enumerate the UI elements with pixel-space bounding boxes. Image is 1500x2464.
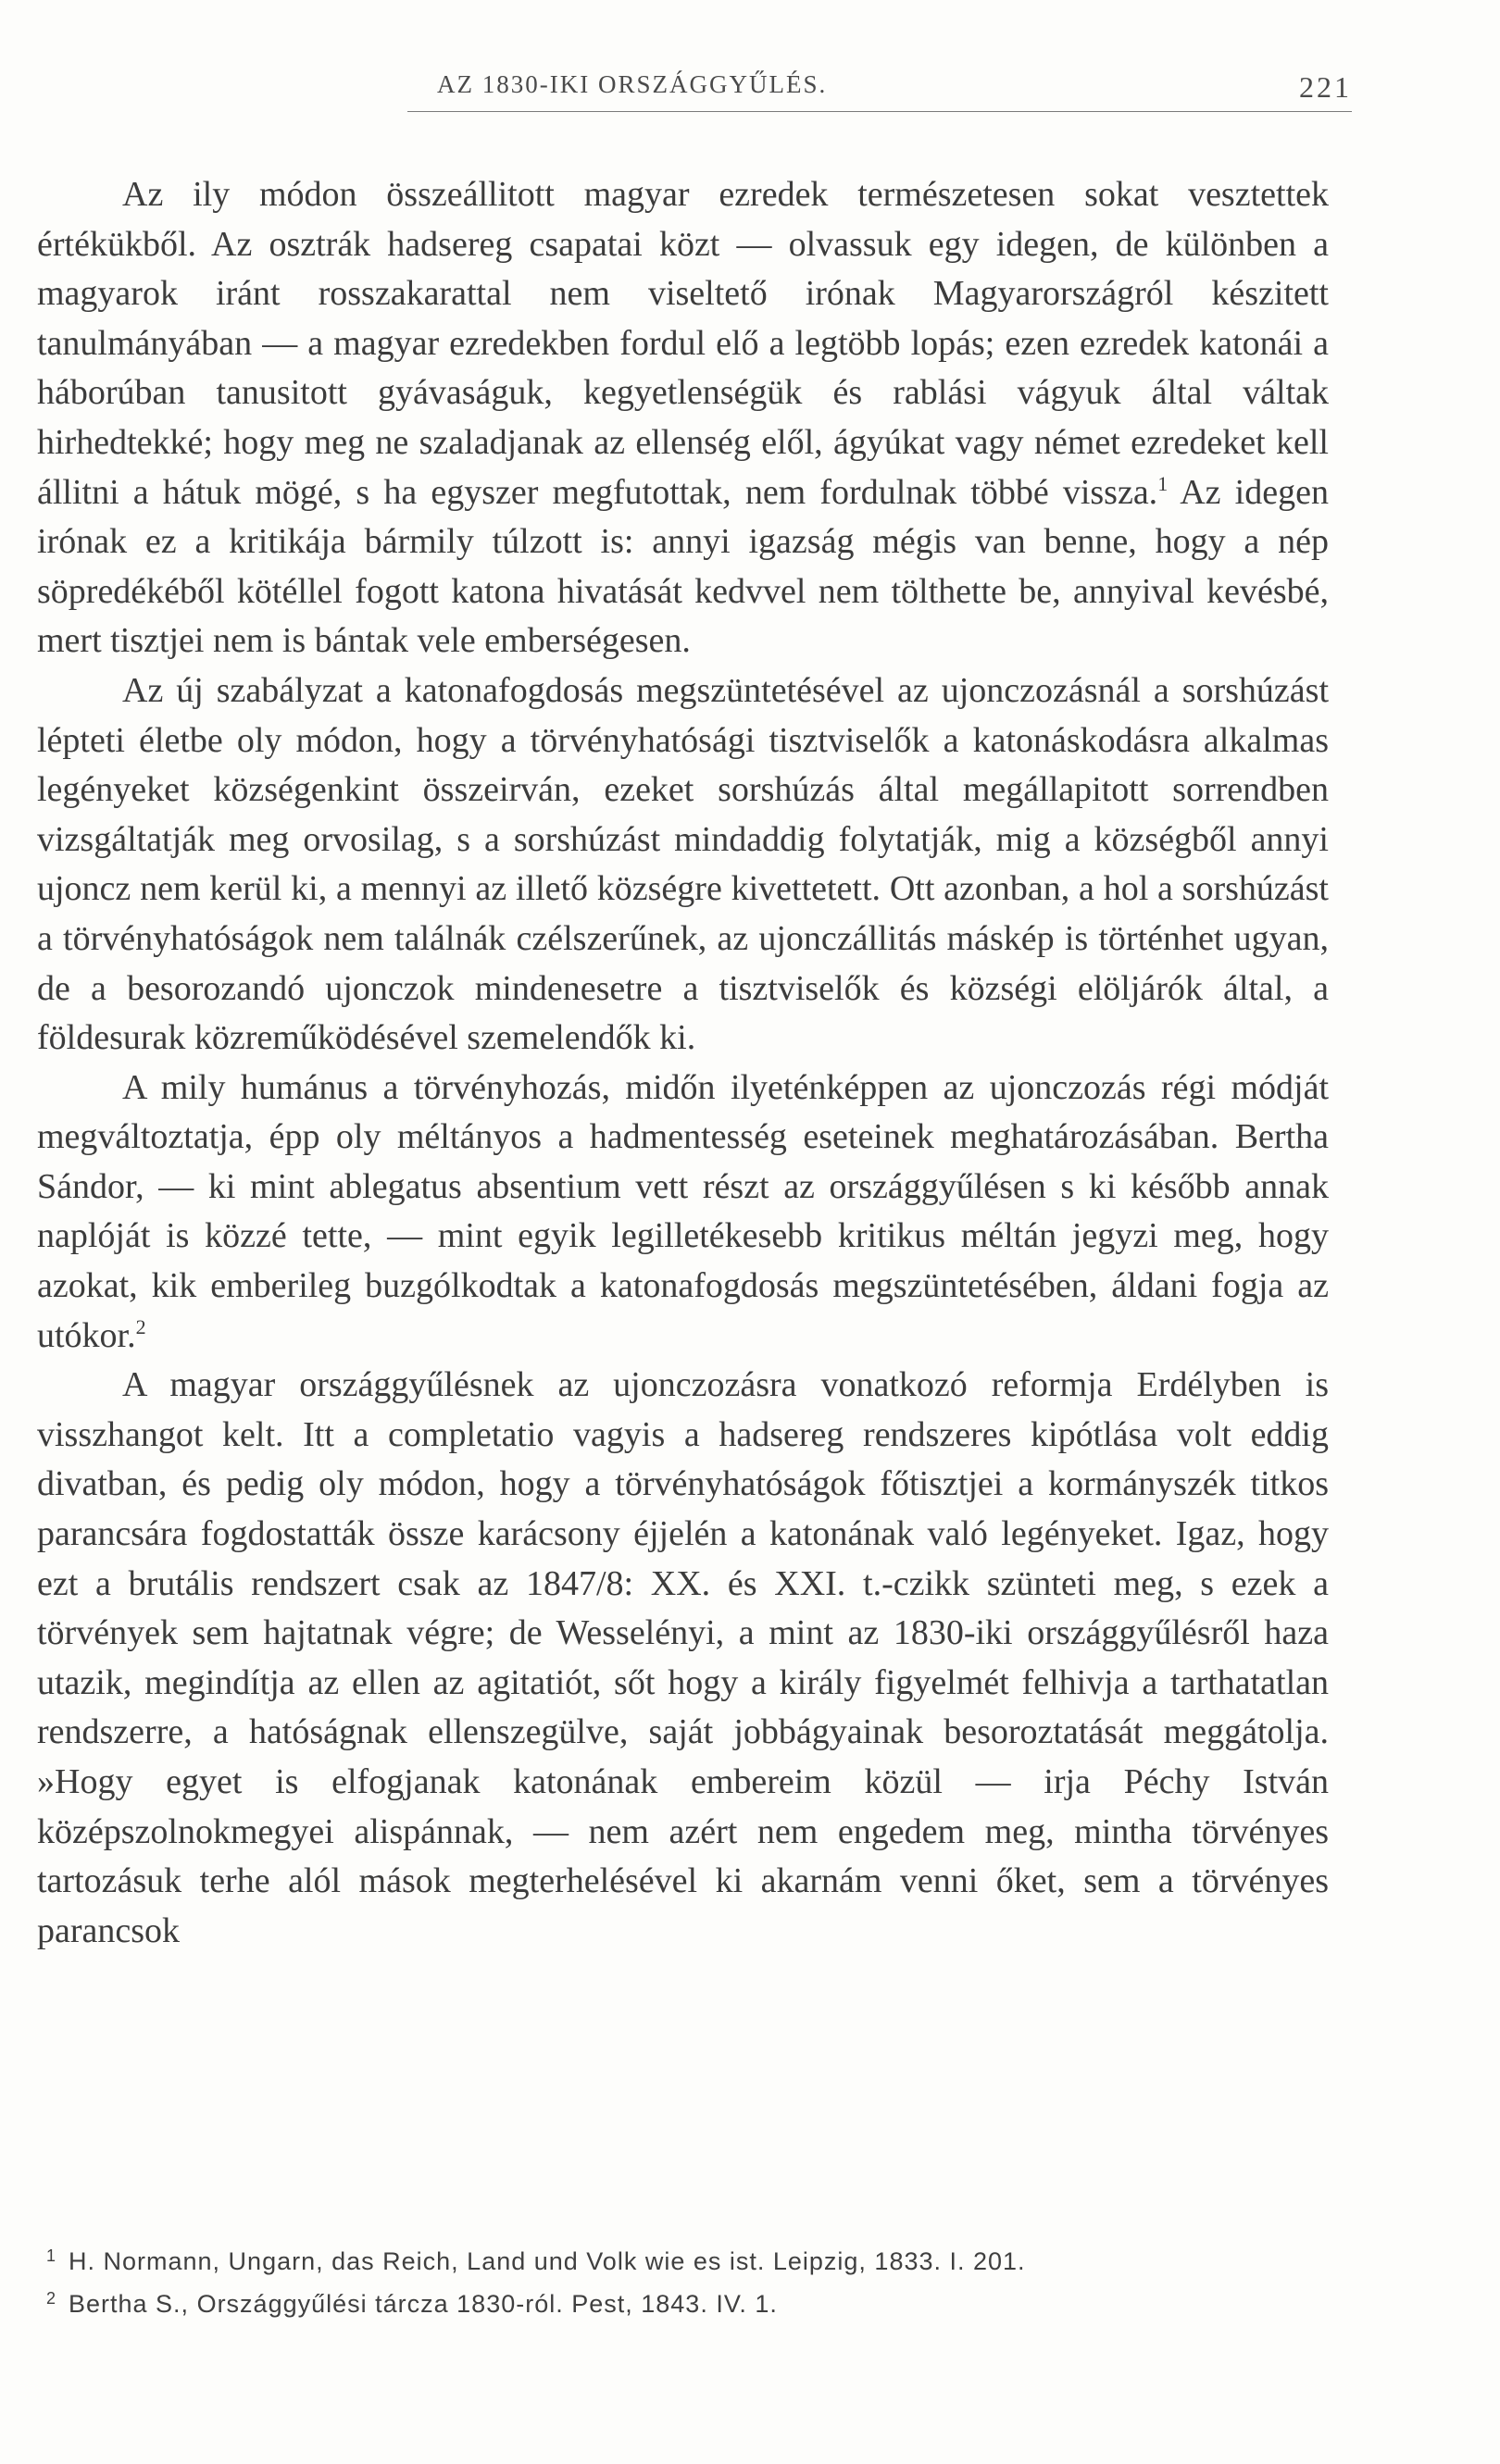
paragraph-text: Az új szabályzat a katonafogdosás megszüntetésével az ujonczozásnál a sorshúzást lépteti életbe oly módon, hogy a törvényhatósági tisztviselők a katonáskodásra alkalmas legényeket községenkint összeirván, ezeket sorshúzás által megállapitott sorrendben vizsgáltatják meg orvosilag, s a sorshúzást mindaddig folytatják, mig a községből annyi ujoncz nem kerül ki, a mennyi az illető községre kivettetett. Ott azonban, a hol a sorshúzást a törvényhatóságok nem találnák czélszerűnek, az ujonczállitás máskép is történhet ugyan, de a besorozandó ujonczok mindenesetre a tisztviselők és községi elöljárók által, a földesurak közreműködésével szemelendők ki. [37, 670, 1329, 1058]
footnote-ref: 2 [135, 1314, 146, 1338]
footnote-mark: 2 [46, 2289, 57, 2308]
paragraph-text: A mily humánus a törvényhozás, midőn ilyeténképpen az ujonczozás régi módját megváltoztatja, épp oly méltányos a hadmentesség eseteinek meghatározásában. Bertha Sándor, — ki mint ablegatus absentium vett részt az országgyűlésen s ki később annak naplóját is közzé tette, — mint egyik legilletékesebb kritikus méltán jegyzi meg, hogy azokat, kik emberileg buzgólkodtak a katonafogdosás megszüntetésében, áldani fogja az utókor. [37, 1067, 1329, 1355]
paragraph [37, 1064, 1329, 1362]
page-header [37, 67, 1352, 122]
footnote-mark: 1 [46, 2246, 57, 2265]
paragraph [37, 170, 1329, 666]
header-rule [407, 111, 1352, 112]
paragraph [37, 666, 1329, 1064]
paragraph-text: Az idegen irónak ez a kritikája bármily túlzott is: annyi igazság mégis van benne, hogy a nép söpredékéből kötéllel fogott katona hivatását kedvvel nem tölthette be, annyival kevésbé, mert tisztjei nem is bántak vele emberségesen. [37, 472, 1329, 661]
paragraph-text: A magyar országgyűlésnek az ujonczozásra vonatkozó reformja Erdélyben is visszhangot kelt. Itt a completatio vagyis a hadsereg rendszeres kipótlása volt eddig divatban, és pedig oly módon, hogy a törvényhatóságok főtisztjei a kormányszék titkos parancsára fogdostatták össze karácsony éjjelén a katonának való legényeket. Igaz, hogy ezt a brutális rendszert csak az 1847/8: XX. és XXI. t.-czikk szünteti meg, s ezek a törvények sem hajtatnak végre; de Wesselényi, a mint az 1830-iki országgyűlésről haza utazik, megindítja az ellen az agitatiót, sőt hogy a király figyelmét felhivja a tarthatatlan rendszerre, a hatóságnak ellenszegülve, saját jobbágyainak besoroztatását meggátolja. »Hogy egyet is elfogjanak katonának embereim közül — irja Péchy István középszolnokmegyei alispánnak, — nem azért nem engedem meg, mintha törvényes tartozásuk terhe alól mások megterhelésével ki akarnám venni őket, sem a törvényes parancsok [37, 1365, 1329, 1950]
footnote [46, 2240, 1343, 2283]
running-head: AZ 1830-IKI ORSZÁGGYŰLÉS. [437, 70, 828, 98]
body-text [37, 170, 1329, 1956]
footnote-text: Bertha S., Országgyűlési tárcza 1830-ról. Pest, 1843. IV. 1. [69, 2290, 778, 2318]
footnote [46, 2283, 1343, 2325]
footnote-text: H. Normann, Ungarn, das Reich, Land und Volk wie es ist. Leipzig, 1833. I. 201. [69, 2247, 1026, 2275]
page-number: 221 [1299, 70, 1352, 104]
footnotes [46, 2240, 1343, 2325]
footnote-ref: 1 [1157, 471, 1169, 495]
paragraph [37, 1361, 1329, 1956]
paragraph-text: Az ily módon összeállitott magyar ezredek természetesen sokat vesztettek értékükből. Az osztrák hadsereg csapatai közt — olvassuk egy idegen, de különben a magyarok iránt rosszakarattal nem viseltető irónak Magyarországról készitett tanulmányában — a magyar ezredekben fordul elő a legtöbb lopás; ezen ezredek katonái a háborúban tanusitott gyávaságuk, kegyetlenségük és rablási vágyuk által váltak hirhedtekké; hogy meg ne szaladjanak az ellenség elől, ágyúkat vagy német ezredeket kell állitni a hátuk mögé, s ha egyszer megfutottak, nem fordulnak többé vissza. [37, 175, 1329, 512]
